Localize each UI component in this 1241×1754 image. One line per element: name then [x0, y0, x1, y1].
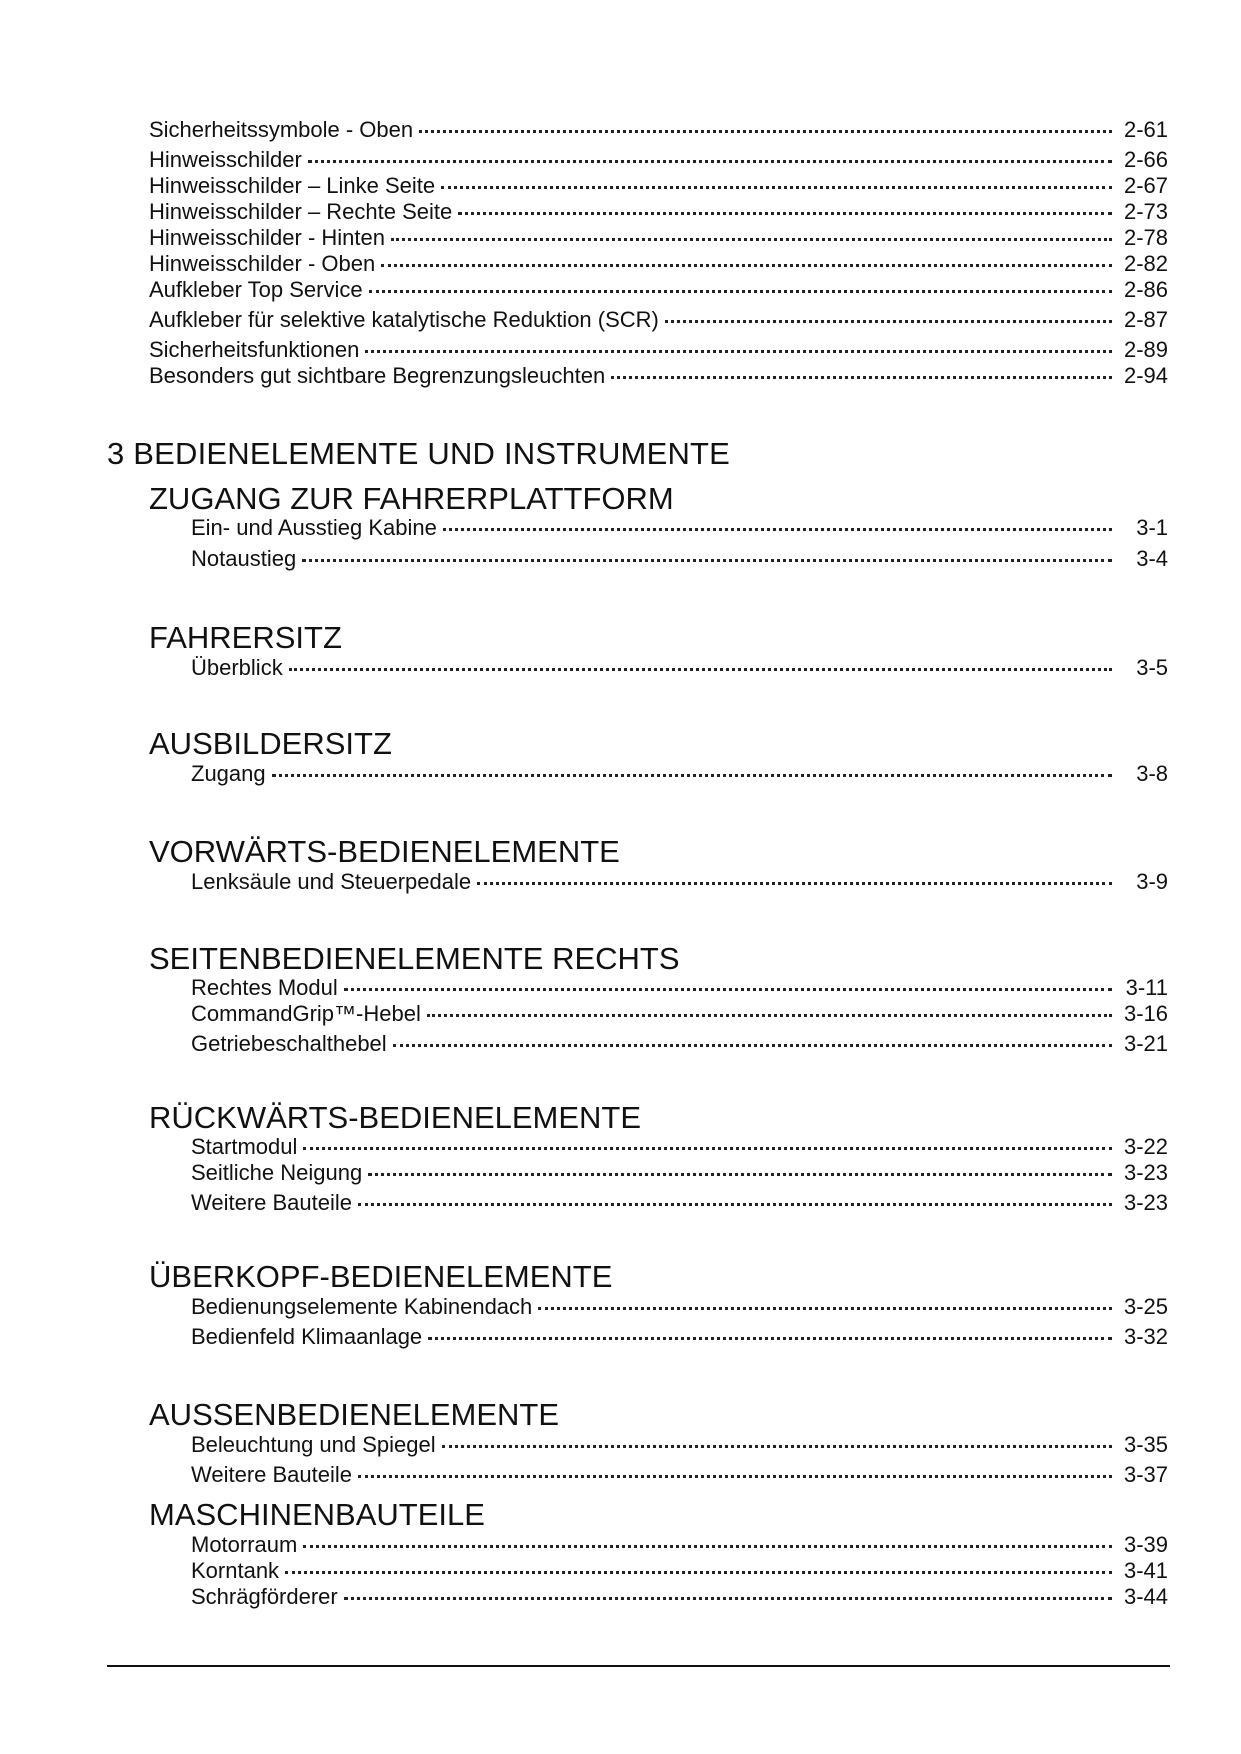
toc-entry[interactable] [149, 147, 1168, 173]
toc-entry-label: Rechtes Modul [191, 975, 338, 1000]
dot-leader [303, 1143, 1112, 1150]
dot-leader [358, 1199, 1112, 1206]
toc-entry-label: Aufkleber für selektive katalytische Reduktion (SCR) [149, 307, 659, 332]
toc-entry-page: 3-23 [1123, 1190, 1168, 1215]
dot-leader [308, 156, 1112, 163]
toc-entry-label: Bedienungselemente Kabinendach [191, 1294, 533, 1319]
toc-entry-page: 3-35 [1123, 1432, 1168, 1457]
dot-leader [458, 208, 1112, 215]
section-title[interactable]: MASCHINENBAUTEILE [149, 1497, 485, 1532]
toc-entry-label: Zugang [191, 761, 266, 786]
toc-entry-label: Hinweisschilder – Linke Seite [149, 173, 436, 198]
toc-entry-page: 3-25 [1123, 1294, 1168, 1319]
toc-entry-page: 3-11 [1125, 975, 1168, 1000]
dot-leader [272, 770, 1112, 777]
toc-entry[interactable] [191, 1558, 1168, 1584]
toc-entry-label: Lenksäule und Steuerpedale [191, 869, 472, 894]
toc-entry[interactable] [149, 277, 1168, 303]
dot-leader [442, 1441, 1112, 1448]
toc-entry-label: Besonders gut sichtbare Begrenzungsleuchten [149, 363, 606, 388]
toc-entry-label: Hinweisschilder [149, 147, 302, 172]
section-title[interactable]: ZUGANG ZUR FAHRERPLATTFORM [149, 481, 674, 516]
toc-entry[interactable] [191, 546, 1168, 572]
toc-entry[interactable] [149, 225, 1168, 251]
toc-entry-page: 2-61 [1123, 117, 1168, 142]
toc-entry-label: Korntank [191, 1558, 280, 1583]
toc-entry[interactable] [191, 1134, 1168, 1160]
toc-entry-page: 3-32 [1123, 1324, 1168, 1349]
toc-entry[interactable] [191, 655, 1168, 681]
toc-entry[interactable] [149, 173, 1168, 199]
toc-entry-page: 2-89 [1123, 337, 1168, 362]
toc-entry-page: 2-82 [1123, 251, 1168, 276]
toc-entry-label: Hinweisschilder - Hinten [149, 225, 385, 250]
toc-entry-label: Überblick [191, 655, 283, 680]
toc-entry[interactable] [191, 761, 1168, 787]
toc-entry[interactable] [191, 1160, 1168, 1186]
toc-entry[interactable] [191, 515, 1168, 541]
toc-entry[interactable] [149, 199, 1168, 225]
toc-entry[interactable] [191, 1294, 1168, 1320]
dot-leader [443, 524, 1112, 531]
section-title[interactable]: AUSSENBEDIENELEMENTE [149, 1397, 559, 1432]
toc-entry-page: 2-78 [1123, 225, 1168, 250]
toc-entry[interactable] [149, 251, 1168, 277]
dot-leader [428, 1333, 1112, 1340]
toc-entry-page: 2-87 [1123, 307, 1168, 332]
toc-entry-page: 2-94 [1123, 363, 1168, 388]
toc-entry[interactable] [191, 1190, 1168, 1216]
toc-entry-label: Seitliche Neigung [191, 1160, 363, 1185]
toc-entry-label: Motorraum [191, 1532, 298, 1557]
section-title[interactable]: ÜBERKOPF-BEDIENELEMENTE [149, 1259, 613, 1294]
toc-entry[interactable] [191, 1001, 1168, 1027]
dot-leader [369, 286, 1112, 293]
toc-entry-label: Startmodul [191, 1134, 298, 1159]
toc-entry-label: Weitere Bauteile [191, 1462, 353, 1487]
dot-leader [285, 1567, 1112, 1574]
toc-entry[interactable] [191, 1462, 1168, 1488]
toc-entry-page: 3-8 [1136, 761, 1168, 786]
toc-entry[interactable] [149, 337, 1168, 363]
toc-entry-label: Sicherheitssymbole - Oben [149, 117, 414, 142]
toc-entry-label: Aufkleber Top Service [149, 277, 363, 302]
dot-leader [427, 1010, 1112, 1017]
dot-leader [365, 346, 1112, 353]
toc-entry-label: Ein- und Ausstieg Kabine [191, 515, 437, 540]
toc-entry-page: 2-66 [1123, 147, 1168, 172]
toc-entry-page: 3-5 [1136, 655, 1168, 680]
dot-leader [611, 372, 1112, 379]
toc-entry[interactable] [149, 117, 1168, 143]
toc-entry[interactable] [149, 363, 1168, 389]
toc-entry-page: 3-41 [1123, 1558, 1168, 1583]
toc-entry-label: Hinweisschilder - Oben [149, 251, 376, 276]
chapter-title[interactable]: 3 BEDIENELEMENTE UND INSTRUMENTE [107, 436, 731, 471]
toc-entry-page: 2-73 [1123, 199, 1168, 224]
section-title[interactable]: SEITENBEDIENELEMENTE RECHTS [149, 941, 680, 976]
section-title[interactable]: RÜCKWÄRTS-BEDIENELEMENTE [149, 1100, 642, 1135]
toc-entry[interactable] [191, 1532, 1168, 1558]
toc-entry[interactable] [191, 975, 1168, 1001]
section-title[interactable]: FAHRERSITZ [149, 620, 342, 655]
dot-leader [381, 260, 1112, 267]
toc-entry-label: Bedienfeld Klimaanlage [191, 1324, 423, 1349]
toc-entry[interactable] [149, 307, 1168, 333]
toc-entry-page: 3-23 [1123, 1160, 1168, 1185]
dot-leader [393, 1040, 1112, 1047]
dot-leader [391, 234, 1112, 241]
toc-entry-page: 2-86 [1123, 277, 1168, 302]
toc-entry-label: Schrägförderer [191, 1584, 338, 1609]
dot-leader [344, 984, 1112, 991]
section-title[interactable]: AUSBILDERSITZ [149, 726, 392, 761]
toc-entry-label: Hinweisschilder – Rechte Seite [149, 199, 453, 224]
dot-leader [441, 182, 1112, 189]
toc-entry-page: 3-9 [1136, 869, 1168, 894]
toc-entry-page: 3-4 [1136, 546, 1168, 571]
toc-entry[interactable] [191, 869, 1168, 895]
toc-entry-page: 3-22 [1123, 1134, 1168, 1159]
toc-entry[interactable] [191, 1432, 1168, 1458]
toc-entry-label: Notaustieg [191, 546, 297, 571]
dot-leader [665, 316, 1112, 323]
dot-leader [477, 878, 1112, 885]
toc-entry-label: Weitere Bauteile [191, 1190, 353, 1215]
toc-entry-page: 3-21 [1123, 1031, 1168, 1056]
section-title[interactable]: VORWÄRTS-BEDIENELEMENTE [149, 834, 620, 869]
dot-leader [538, 1303, 1112, 1310]
toc-entry-label: CommandGrip™-Hebel [191, 1001, 421, 1026]
toc-entry-label: Getriebeschalthebel [191, 1031, 387, 1056]
toc-entry-page: 2-67 [1123, 173, 1168, 198]
toc-entry-page: 3-39 [1123, 1532, 1168, 1557]
toc-entry[interactable] [191, 1324, 1168, 1350]
toc-entry[interactable] [191, 1584, 1168, 1610]
dot-leader [419, 126, 1112, 133]
toc-entry-label: Sicherheitsfunktionen [149, 337, 360, 362]
dot-leader [358, 1471, 1112, 1478]
toc-entry-page: 3-37 [1123, 1462, 1168, 1487]
toc-entry-page: 3-1 [1136, 515, 1168, 540]
toc-entry-page: 3-16 [1123, 1001, 1168, 1026]
dot-leader [344, 1593, 1112, 1600]
toc-entry[interactable] [191, 1031, 1168, 1057]
dot-leader [289, 664, 1112, 671]
dot-leader [302, 555, 1112, 562]
toc-entry-page: 3-44 [1123, 1584, 1168, 1609]
toc-entry-label: Beleuchtung und Spiegel [191, 1432, 436, 1457]
footer-rule [107, 1665, 1170, 1667]
dot-leader [303, 1541, 1112, 1548]
dot-leader [368, 1169, 1112, 1176]
